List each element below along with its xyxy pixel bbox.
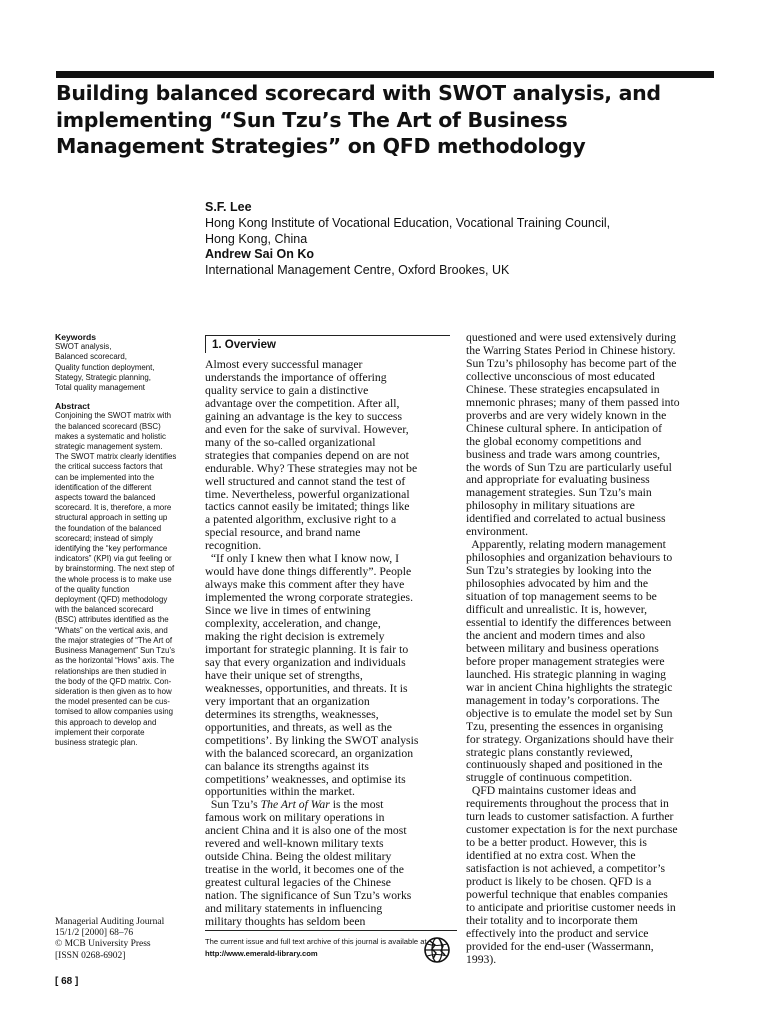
sidebar: [55, 332, 197, 748]
body-text-line: the global economy competitions and: [466, 434, 642, 448]
author-block: [205, 200, 725, 279]
keyword-item: Quality function deployment,: [55, 362, 155, 372]
body-text-line: “If only I knew then what I know now, I: [205, 552, 399, 566]
body-text-line: philosophies advocated by him and the: [466, 577, 649, 591]
title-line: implementing “Sun Tzu’s The Art of Business: [56, 107, 568, 132]
body-text-line: launched. His strategic planning in waging: [466, 667, 666, 681]
body-text-line: Tzu, presenting the essences in organising: [466, 719, 664, 733]
body-text-line: gaining an advantage is the key to success: [205, 409, 403, 423]
journal-line: [ISSN 0268-6902]: [55, 950, 126, 961]
body-text-line: and military statements in influencing: [205, 902, 383, 916]
body-text-line: important for strategic planning. It is fair to: [205, 642, 409, 656]
body-text-line: endurable. Why? These strategies may not be: [205, 461, 418, 475]
abstract-line: can be implemented into the: [55, 472, 155, 482]
abstract-line: the balanced scorecard (BSC): [55, 421, 161, 431]
body-column-right: [466, 332, 718, 967]
title-rule: [56, 71, 714, 78]
body-text-line: say that every organization and individuals: [205, 655, 406, 669]
body-text-line: Sun Tzu’s strategies by looking into the: [466, 564, 652, 578]
body-text-line: greatest cultural legacies of the Chinese: [205, 876, 391, 890]
body-text-line: determines its strengths, weaknesses,: [205, 707, 379, 721]
abstract-line: scorecard; instead of simply: [55, 533, 153, 543]
title-line: Building balanced scorecard with SWOT analysis, and: [56, 81, 661, 105]
journal-footer: [205, 936, 450, 960]
page-number: [ 68 ]: [55, 976, 79, 987]
body-text-line: famous work on military operations in: [205, 811, 385, 825]
body-text-line: product is likely to be chosen. QFD is a: [466, 875, 652, 889]
journal-url-link[interactable]: http://www.emerald-library.com: [205, 949, 318, 958]
section-heading: 1. Overview: [205, 335, 450, 353]
body-text-line: can balance its strengths against its: [205, 759, 369, 773]
body-text-line: ancient China and it is also one of the most: [205, 824, 407, 838]
body-text-line: powerful technique that enables companies: [466, 887, 668, 901]
body-text-line: and appropriate for evaluating business: [466, 473, 650, 487]
author-name: S.F. Lee: [205, 200, 252, 214]
abstract-line: business strategic plan.: [55, 737, 138, 747]
abstract-line: by brainstorming. The next step of: [55, 564, 175, 574]
body-text-line: between military and business operations: [466, 641, 659, 655]
body-text-line: struggle of continuous competition.: [466, 771, 633, 785]
footer-notice: The current issue and full text archive of this journal is available at: [205, 937, 427, 946]
body-text-line: customer expectation is for the next purchase: [466, 823, 678, 837]
body-text-line: Sun Tzu’s philosophy has become part of the: [466, 356, 677, 370]
body-text-line: Since we live in times of entwining: [205, 604, 371, 618]
abstract-line: tomised to allow companies using: [55, 707, 173, 717]
body-text-line: satisfaction is not achieved, a competitor’s: [466, 862, 666, 876]
journal-line: 15/1/2 [2000] 68–76: [55, 928, 134, 939]
body-text-line: the words of Sun Tzu are particularly useful: [466, 460, 672, 474]
body-text-line: strategic plans constantly reviewed,: [466, 745, 633, 759]
body-text-line: situation of top management seems to be: [466, 590, 657, 604]
body-text-line: always make this comment after they have: [205, 578, 405, 592]
keyword-item: Stategy, Strategic planning,: [55, 372, 151, 382]
journal-citation: [55, 917, 205, 962]
body-text-line: have their unique set of strengths,: [205, 668, 363, 682]
abstract-line: with the balanced scorecard: [55, 605, 154, 615]
body-text-line: management in today’s corporations. The: [466, 693, 660, 707]
body-text-line: complexity, acceleration, and change,: [205, 617, 381, 631]
body-text-line: time. Nevertheless, powerful organizational: [205, 487, 410, 501]
keywords-heading: Keywords: [55, 332, 97, 342]
body-text-line: strategies that companies depend on are not: [205, 448, 409, 462]
body-column-left: [205, 359, 457, 929]
body-text-line: for strategy. Organizations should have their: [466, 732, 674, 746]
footer-rule: [205, 930, 457, 931]
body-text-line: nation. The significance of Sun Tzu’s works: [205, 889, 412, 903]
abstract-line: “Whats” on the vertical axis, and: [55, 625, 168, 635]
abstract-line: indicators” (KPI) via gut feeling or: [55, 554, 172, 564]
abstract-line: the whole process is to make use: [55, 574, 172, 584]
body-text-line: competitions’. By linking the SWOT analysis: [205, 733, 419, 747]
body-text-line: collective unconscious of most educated: [466, 369, 655, 383]
abstract-line: scorecard. It is, therefore, a more: [55, 503, 172, 513]
body-text-line: Chinese. These strategies encapsulated in: [466, 382, 660, 396]
body-text-line: making the right decision is extremely: [205, 630, 385, 644]
body-text-line: objective is to emulate the model set by Sun: [466, 706, 673, 720]
body-text-line: opportunities, and threats, as well as the: [205, 720, 392, 734]
body-text-line: business and trade wars among countries,: [466, 447, 661, 461]
author-affiliation: International Management Centre, Oxford Brookes, UK: [205, 263, 510, 278]
abstract-line: the major strategies of “The Art of: [55, 635, 173, 645]
body-text-line: to be a better product. However, this is: [466, 836, 647, 850]
body-text-line: environment.: [466, 525, 528, 539]
body-text-line: Apparently, relating modern management: [466, 538, 666, 552]
abstract-line: deployment (QFD) methodology: [55, 595, 168, 605]
body-text-line: with the balanced scorecard, an organization: [205, 746, 414, 760]
journal-line: © MCB University Press: [55, 939, 151, 950]
body-text-line: well structured and cannot stand the test of: [205, 474, 406, 488]
body-text-line: QFD maintains customer ideas and: [466, 784, 637, 798]
keyword-item: SWOT analysis,: [55, 342, 112, 352]
body-text-line: understands the importance of offering: [205, 370, 387, 384]
body-text-line: and even for the sake of survival. However,: [205, 422, 409, 436]
body-text-line: essential to identify the differences between: [466, 615, 672, 629]
body-text-line: philosophy in military situations are: [466, 499, 635, 513]
abstract-line: identification of the different: [55, 482, 152, 492]
body-text-line: effectively into the product and service: [466, 926, 649, 940]
abstract-line: structural approach in setting up: [55, 513, 168, 523]
body-text-line: weaknesses, opportunities, and threats. It is: [205, 681, 408, 695]
body-text-line: military thoughts has seldom been: [205, 914, 366, 928]
body-text-line: recognition.: [205, 539, 262, 553]
body-text-line: mnemonic phrases; many of them passed into: [466, 395, 680, 409]
author-affiliation: Hong Kong Institute of Vocational Education, Vocational Training Council,: [205, 215, 611, 230]
paper-title: [56, 80, 726, 160]
body-text-line: tactics cannot easily be imitated; things like: [205, 500, 410, 514]
abstract-line: The SWOT matrix clearly identifies: [55, 452, 177, 462]
body-text-line: turn leads to customer satisfaction. A further: [466, 810, 674, 824]
abstract-line: the foundation of the balanced: [55, 523, 162, 533]
body-text-line: very important that an organization: [205, 694, 370, 708]
body-text-line: revered and well-known military texts: [205, 837, 384, 851]
abstract-line: this approach to develop and: [55, 717, 157, 727]
body-text-line: many of the so-called organizational: [205, 435, 376, 449]
abstract-line: sideration is then given as to how: [55, 686, 172, 696]
body-text-line: requirements throughout the process that in: [466, 797, 669, 811]
body-text-line: implemented the wrong corporate strategies.: [205, 591, 414, 605]
body-text-line: opportunities within the market.: [205, 785, 355, 799]
body-text-line: outside China. Being the oldest military: [205, 850, 392, 864]
body-text-line: war in ancient China highlights the strategic: [466, 680, 673, 694]
body-text-line: advantage over the competition. After all,: [205, 396, 400, 410]
body-text-line: 1993).: [466, 952, 497, 966]
body-text-line: before proper management strategies were: [466, 654, 665, 668]
body-text-line: a patented algorithm, exclusive right to a: [205, 513, 397, 527]
body-text-line: the ancient and modern times and also: [466, 628, 646, 642]
abstract-line: (BSC) attributes identified as the: [55, 615, 169, 625]
body-text-line: difficult and unrealistic. It is, however,: [466, 603, 648, 617]
globe-icon: [422, 935, 452, 965]
body-text-line: philosophies and organization behaviours to: [466, 551, 673, 565]
body-text-line: Sun Tzu’s The Art of War is the most: [205, 798, 384, 812]
abstract-line: as the horizontal “Hows” axis. The: [55, 656, 175, 666]
body-text-line: to anticipate and prioritise customer needs in: [466, 900, 676, 914]
abstract-line: of the quality function: [55, 584, 130, 594]
abstract-heading: Abstract: [55, 401, 90, 412]
abstract-line: makes a systematic and holistic: [55, 431, 166, 441]
body-text-line: continuously shaped and positioned in the: [466, 758, 663, 772]
abstract-line: Conjoining the SWOT matrix with: [55, 411, 172, 421]
abstract-text: [55, 411, 197, 748]
title-line: Management Strategies” on QFD methodology: [56, 134, 586, 158]
abstract-line: identifying the “key performance: [55, 544, 168, 554]
abstract-line: implement their corporate: [55, 727, 145, 737]
keyword-item: Balanced scorecard,: [55, 352, 127, 362]
body-text-line: quality service to gain a distinctive: [205, 383, 369, 397]
body-text-line: questioned and were used extensively during: [466, 331, 676, 344]
abstract-line: relationships are then studied in: [55, 666, 167, 676]
body-text-line: Chinese cultural sphere. In anticipation of: [466, 421, 663, 435]
journal-line: Managerial Auditing Journal: [55, 917, 165, 927]
author-affiliation: Hong Kong, China: [205, 231, 308, 246]
body-text-line: management strategies. Sun Tzu’s main: [466, 486, 652, 500]
author-name: Andrew Sai On Ko: [205, 247, 315, 262]
abstract-line: Business Management” Sun Tzu’s: [55, 646, 175, 656]
abstract-line: aspects toward the balanced: [55, 493, 156, 503]
abstract-line: the model presented can be cus-: [55, 697, 170, 707]
body-text-line: their totality and to incorporate them: [466, 913, 638, 927]
body-text-line: identified at no extra cost. When the: [466, 849, 636, 863]
body-text-line: competitions’ weaknesses, and optimise its: [205, 772, 406, 786]
body-text-line: proverbs and are very widely known in the: [466, 408, 667, 422]
body-text-line: provided for the end-user (Wassermann,: [466, 939, 654, 953]
body-text-line: treatise in the world, it becomes one of the: [205, 863, 404, 877]
abstract-line: the body of the QFD matrix. Con-: [55, 676, 172, 686]
body-text-line: Almost every successful manager: [205, 358, 363, 371]
keyword-item: Total quality management: [55, 383, 145, 393]
keywords-list: [55, 342, 197, 393]
abstract-line: the critical success factors that: [55, 462, 163, 472]
body-text-line: identified and correlated to actual business: [466, 512, 666, 526]
body-text-line: would have done things differently”. People: [205, 565, 412, 579]
abstract-line: strategic management system.: [55, 442, 163, 452]
body-text-line: special resource, and brand name: [205, 526, 361, 540]
body-text-line: the Warring States Period in Chinese history.: [466, 343, 676, 357]
